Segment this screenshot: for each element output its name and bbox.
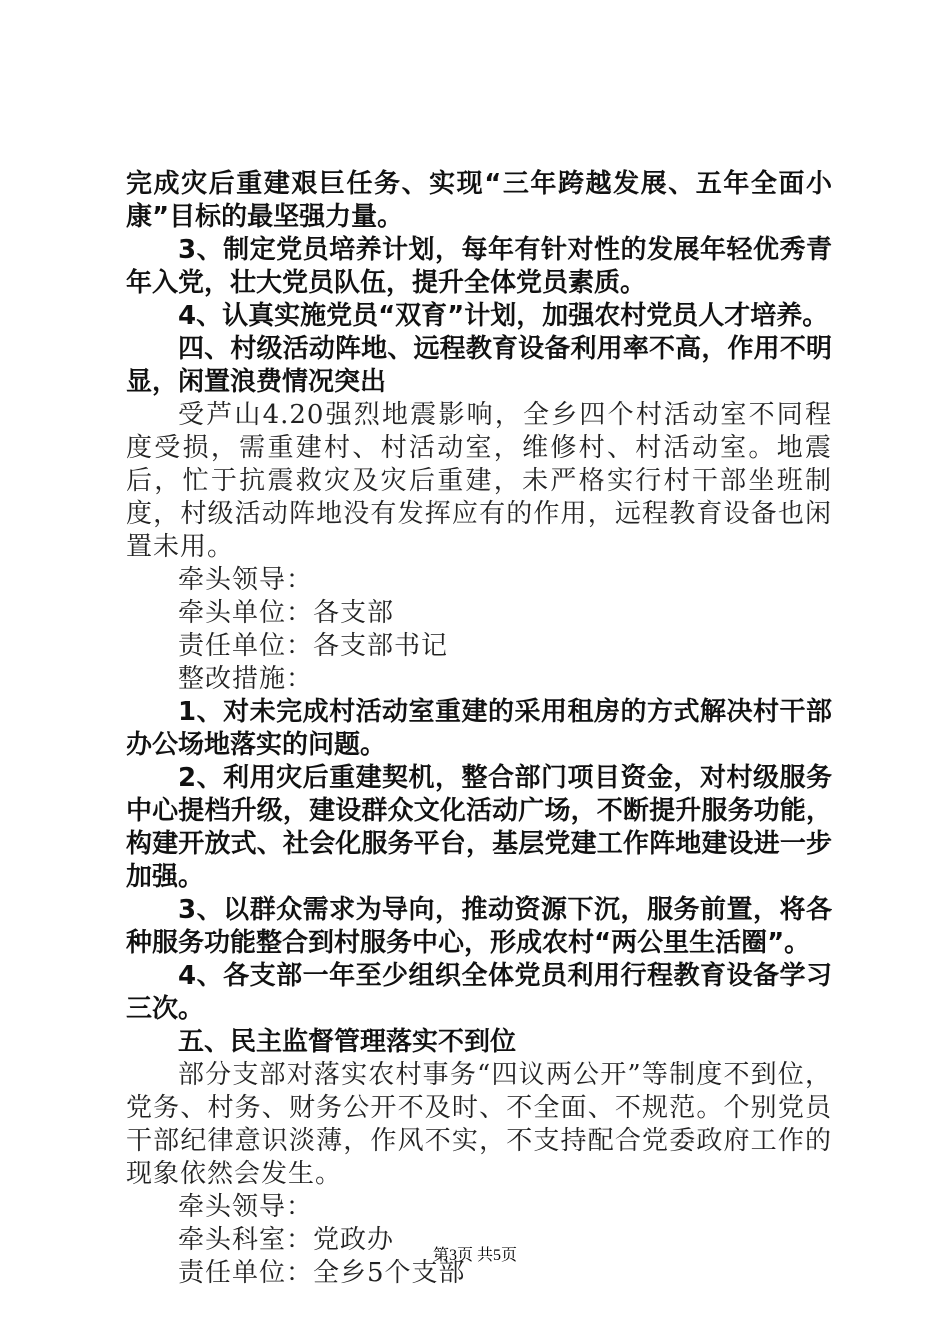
- responsible-unit-line: 责任单位：各支部书记: [178, 631, 449, 661]
- document-body: [126, 168, 832, 1290]
- measure-1: 1、对未完成村活动室重建的采用租房的方式解决村干部办公场地落实的问题。: [126, 697, 832, 760]
- section-heading-5: 五、民主监督管理落实不到位: [178, 1027, 517, 1057]
- measure-2: 2、利用灾后重建契机，整合部门项目资金，对村级服务中心提档升级，建设群众文化活动广场，不断提升服务功能，构建开放式、社会化服务平台，基层党建工作阵地建设进一步加强。: [126, 763, 832, 892]
- measure-3: 3、以群众需求为导向，推动资源下沉，服务前置，将各种服务功能整合到村服务中心，形成农村“两公里生活圈”。: [126, 895, 832, 958]
- paragraph-5: 受芦山4.20强烈地震影响，全乡四个村活动室不同程度受损，需重建村、村活动室，维修村、村活动室。地震后，忙于抗震救灾及灾后重建，未严格实行村干部坐班制度，村级活动阵地没有发挥应有的作用，远程教育设备也闲置未用。: [126, 400, 832, 562]
- section-heading-4: 四、村级活动阵地、远程教育设备利用率不高，作用不明显，闲置浪费情况突出: [126, 334, 832, 397]
- lead-office-line: 牵头科室：党政办: [178, 1225, 395, 1255]
- responsible-unit-line-2: 责任单位：全乡5个支部: [178, 1258, 466, 1288]
- measure-4: 4、各支部一年至少组织全体党员利用行程教育设备学习三次。: [126, 961, 832, 1024]
- lead-unit-line: 牵头单位：各支部: [178, 598, 395, 628]
- paragraph-1: 完成灾后重建艰巨任务、实现“三年跨越发展、五年全面小康”目标的最坚强力量。: [126, 169, 832, 232]
- measures-label: 整改措施：: [178, 664, 314, 694]
- paragraph-3: 4、认真实施党员“双育”计划，加强农村党员人才培养。: [178, 301, 829, 331]
- page-number-footer: 第3页 共5页: [432, 1247, 517, 1264]
- paragraph-2: 3、制定党员培养计划，每年有针对性的发展年轻优秀青年入党，壮大党员队伍，提升全体党员素质。: [126, 235, 832, 298]
- lead-leader-line-2: 牵头领导：: [178, 1192, 314, 1222]
- paragraph-15: 部分支部对落实农村事务“四议两公开”等制度不到位，党务、村务、财务公开不及时、不全面、不规范。个别党员干部纪律意识淡薄，作风不实，不支持配合党委政府工作的现象依然会发生。: [126, 1060, 832, 1189]
- lead-leader-line: 牵头领导：: [178, 565, 314, 595]
